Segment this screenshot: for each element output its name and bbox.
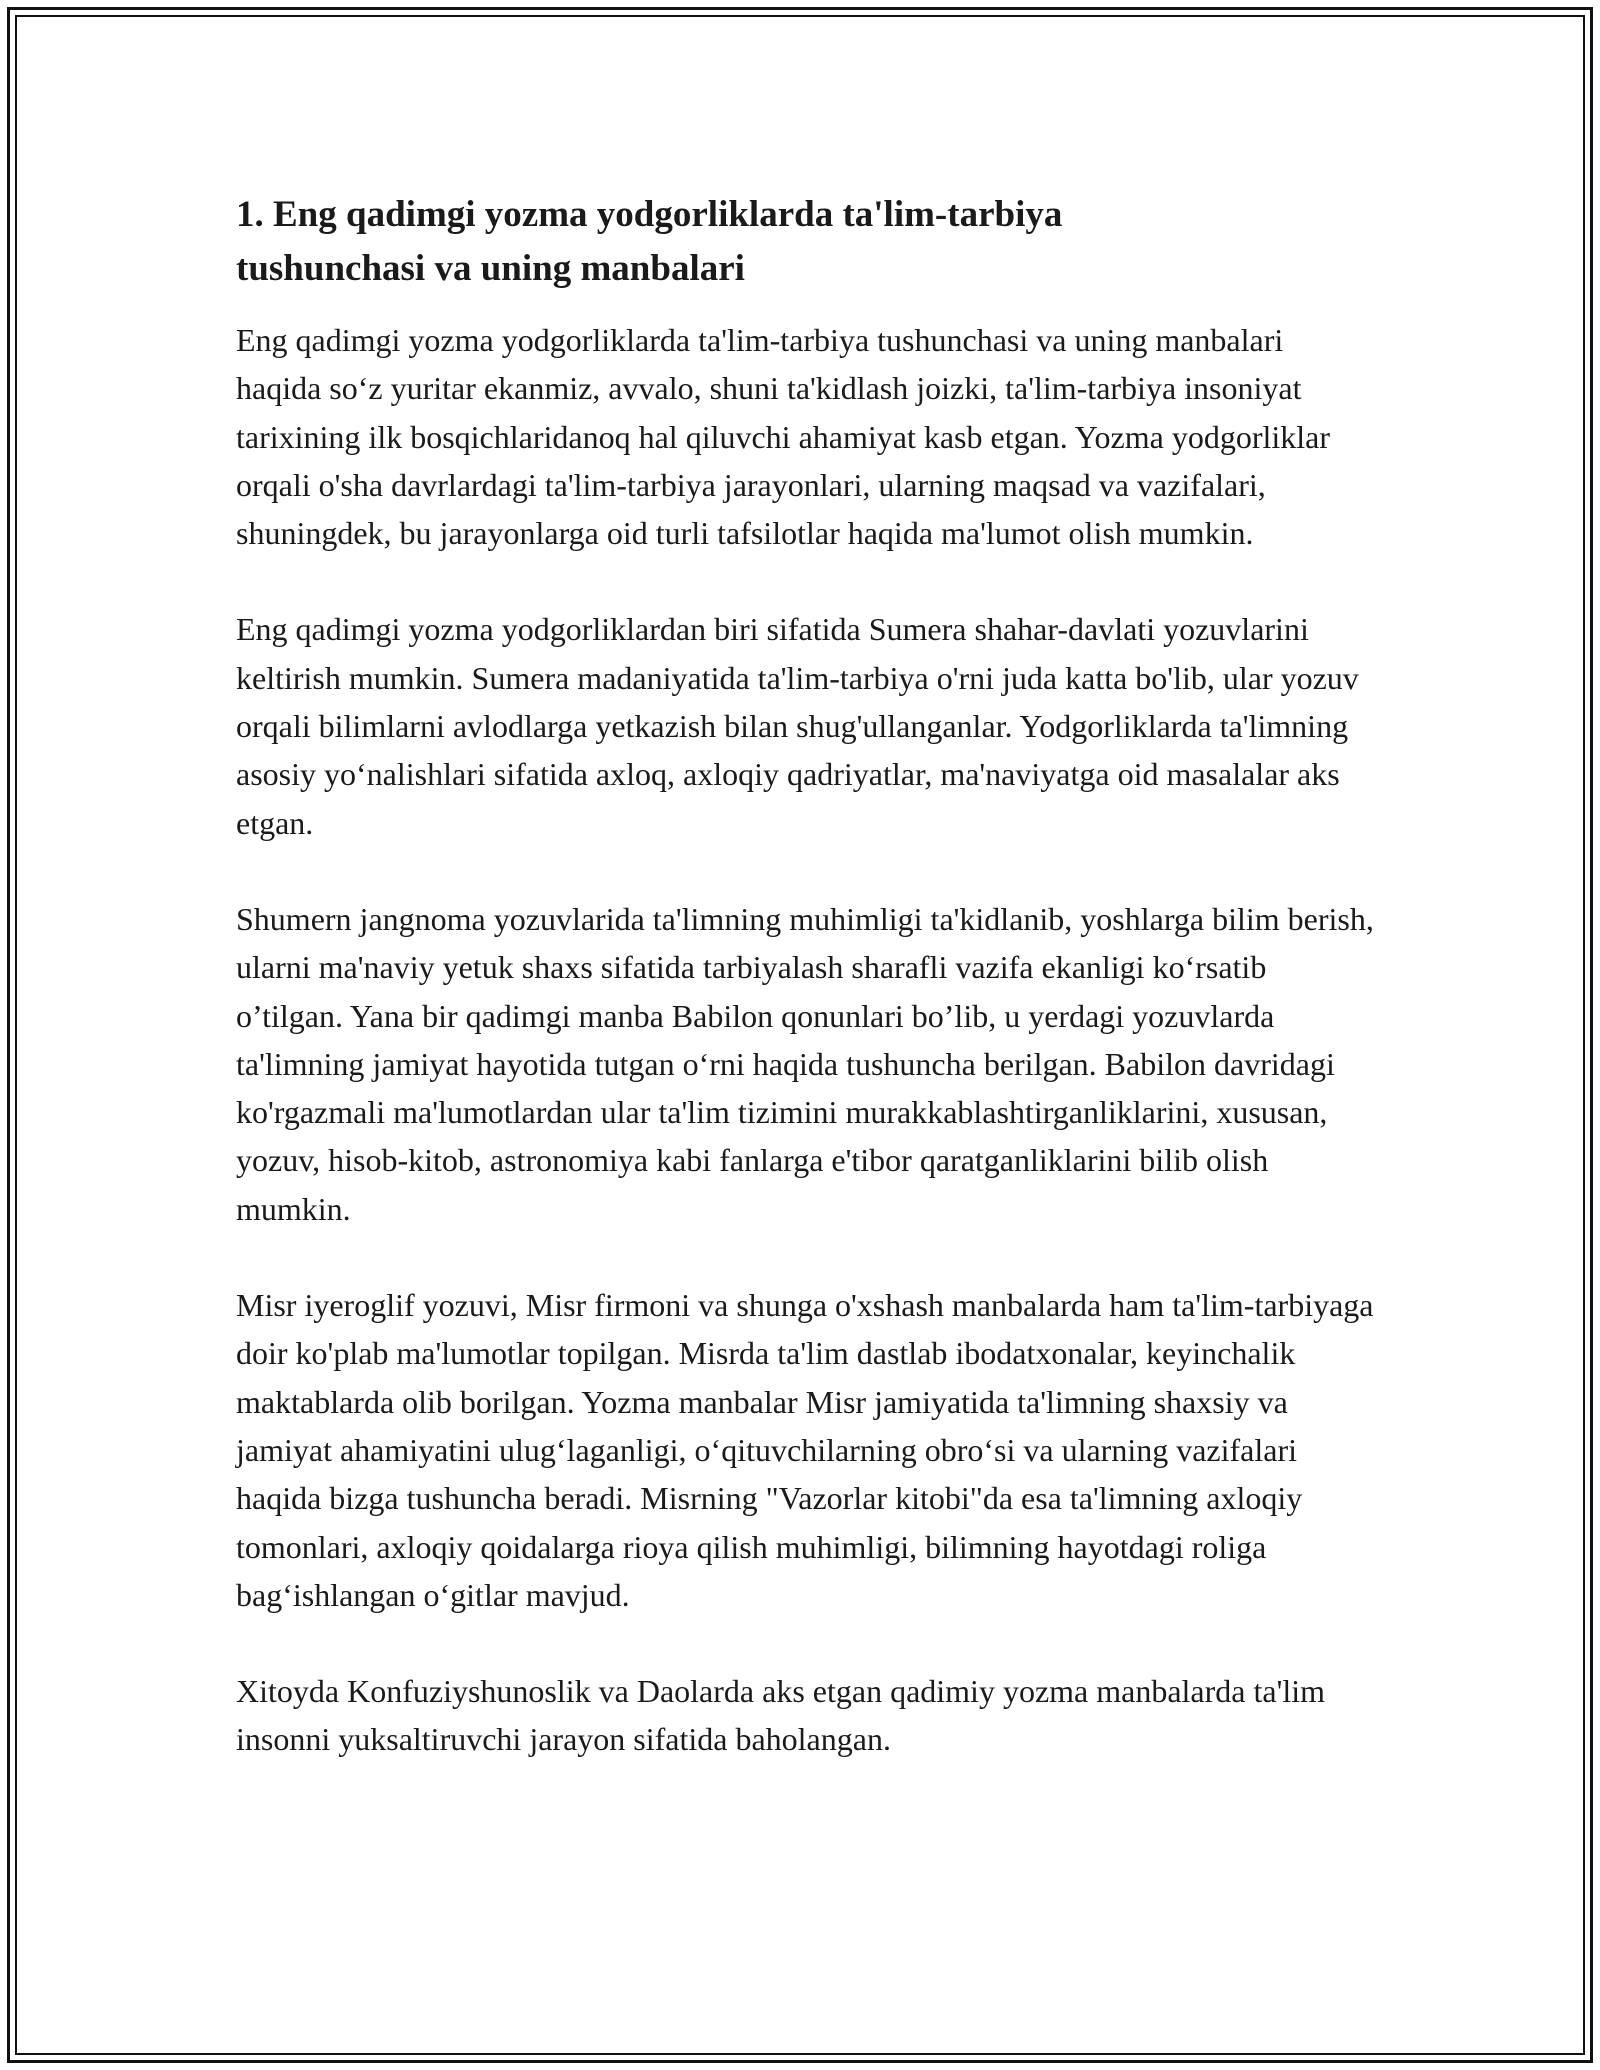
paragraph-egypt: Misr iyeroglif yozuvi, Misr firmoni va shunga o'xshash manbalarda ham ta'lim-tarbiyaga doir ko'plab ma'lumotlar topilgan. Misrda ta'lim dastlab ibodatxonalar, keyinchalik maktablarda olib borilgan. Yozma manbalar Misr jamiyatida ta'limning shaxsiy va jamiyat ahamiyatini ulug‘laganligi, o‘qituvchilarning obro‘si va ularning vazifalari haqida bizga tushuncha beradi. Misrning "Vazorlar kitobi"da esa ta'limning axloqiy tomonlari, axloqiy qoidalarga rioya qilish muhimligi, bilimning hayotdagi roliga bag‘ishlangan o‘gitlar mavjud. bbox=[236, 1287, 1374, 1613]
section-heading: 1. Eng qadimgi yozma yodgorliklarda ta'lim-tarbiya tushunchasi va uning manbalari bbox=[236, 194, 1063, 289]
paragraph-sumer: Eng qadimgi yozma yodgorliklardan biri sifatida Sumera shahar-davlati yozuvlarini keltirish mumkin. Sumera madaniyatida ta'lim-tarbiya o'rni juda katta bo'lib, ular yozuv orqali bilimlarni avlodlarga yetkazish bilan shug'ullanganlar. Yodgorliklarda ta'limning asosiy yo‘nalishlari sifatida axloq, axloqiy qadriyatlar, ma'naviyatga oid masalalar aks etgan. bbox=[236, 611, 1359, 841]
document-body bbox=[236, 188, 1376, 1812]
paragraph-china: Xitoyda Konfuziyshunoslik va Daolarda aks etgan qadimiy yozma manbalarda ta'lim insonni yuksaltiruvchi jarayon sifatida baholangan. bbox=[236, 1673, 1326, 1758]
paragraph-intro: Eng qadimgi yozma yodgorliklarda ta'lim-tarbiya tushunchasi va uning manbalari haqida so‘z yuritar ekanmiz, avvalo, shuni ta'kidlash joizki, ta'lim-tarbiya insoniyat tarixining ilk bosqichlaridanoq hal qiluvchi ahamiyat kasb etgan. Yozma yodgorliklar orqali o'sha davrlardagi ta'lim-tarbiya jarayonlari, ularning maqsad va vazifalari, shuningdek, bu jarayonlarga oid turli tafsilotlar haqida ma'lumot olish mumkin. bbox=[236, 322, 1330, 552]
paragraph-babylon: Shumern jangnoma yozuvlarida ta'limning muhimligi ta'kidlanib, yoshlarga bilim berish, ularni ma'naviy yetuk shaxs sifatida tarbiyalash sharafli vazifa ekanligi ko‘rsatib o’tilgan. Yana bir qadimgi manba Babilon qonunlari bo’lib, u yerdagi yozuvlarda ta'limning jamiyat hayotida tutgan o‘rni haqida tushuncha berilgan. Babilon davridagi ko'rgazmali ma'lumotlardan ular ta'lim tizimini murakkablashtirganliklarini, xususan, yozuv, hisob-kitob, astronomiya kabi fanlarga e'tibor qaratganliklarini bilib olish mumkin. bbox=[236, 900, 1374, 1227]
